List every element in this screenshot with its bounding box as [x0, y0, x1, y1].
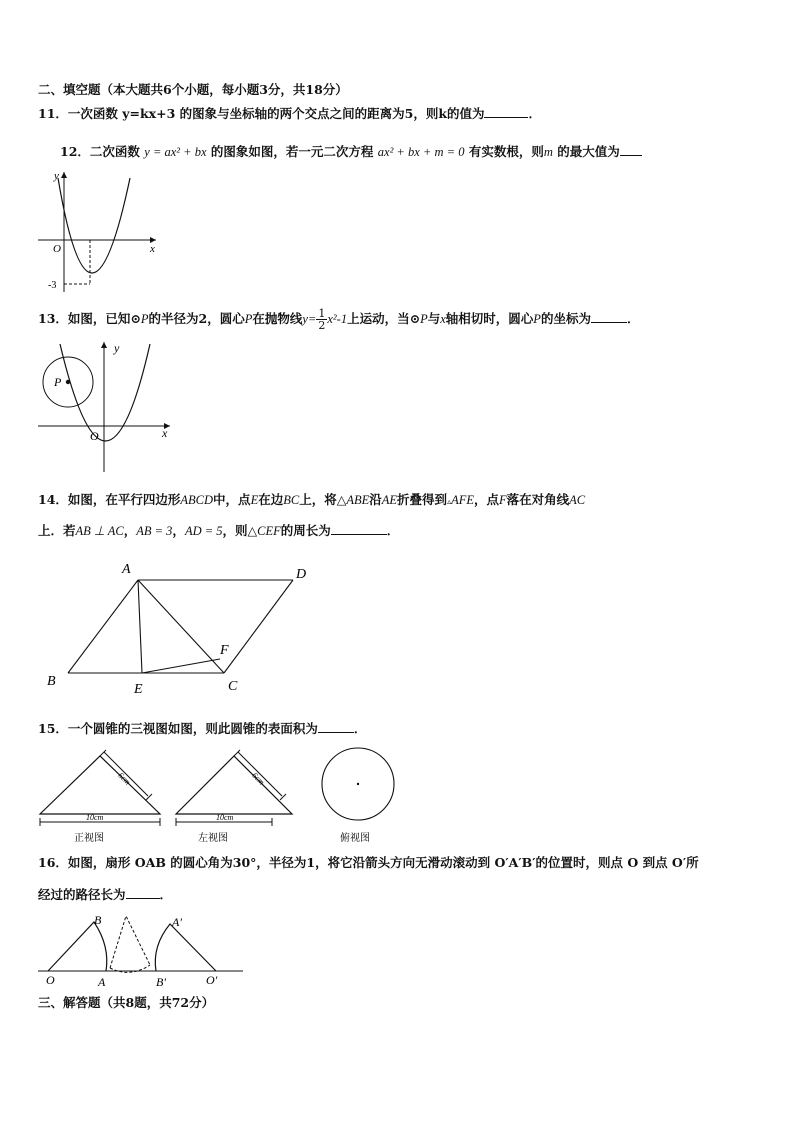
- figure-15-three-views: [38, 746, 398, 846]
- answer-blank-11: [484, 105, 528, 118]
- fig16-label-b-prime: B′: [156, 975, 166, 989]
- front-slant-dim: 6cm: [116, 770, 133, 787]
- question-11: 11．一次函数 y=kx+3 的图象与坐标轴的两个交点之间的距离为5，则k的值为 ．: [38, 106, 541, 121]
- figure-16-rolling-sector: [38, 910, 248, 990]
- answer-blank-12: [620, 143, 642, 156]
- fig16-label-o-prime: O′: [206, 973, 218, 987]
- question-12: 12．二次函数 y = ax² + bx 的图象如图，若一元二次方程 ax² + bx + m = 0 有实数根，则m 的最大值为: [60, 142, 642, 160]
- fig16-label-a: A: [98, 975, 106, 989]
- expr-quadratic: y = ax² + bx: [144, 145, 207, 159]
- figure-14-parallelogram: [38, 556, 328, 701]
- fig14-label-b: B: [47, 674, 56, 689]
- side-slant-dim: 6cm: [250, 770, 267, 787]
- fraction-one-half: $\frac{1}{2}$: [318, 307, 326, 332]
- fig14-label-e: E: [134, 682, 143, 697]
- fig16-label-o: O: [46, 973, 55, 987]
- front-view: [40, 750, 160, 844]
- figure-13-circle-parabola: [38, 338, 178, 478]
- question-14-line-1: 14．如图，在平行四边形ABCD中，点E在边BC上，将△ABE沿AE折叠得到▵AFE，点F落在对角线AC: [38, 492, 586, 507]
- question-16-line-1: 16．如图，扇形 OAB 的圆心角为30°，半径为1，将它沿箭头方向无滑动滚动到 O′A′B′的位置时，则点 O 到点 O′所: [38, 855, 699, 870]
- question-14-line-2: 上．若AB ⊥ AC，AB = 3，AD = 5，则△CEF的周长为 ．: [38, 523, 400, 538]
- question-16-line-2: 经过的路径长为 ．: [38, 887, 173, 902]
- fig12-x-label: x: [150, 243, 155, 255]
- section-heading-answers: 三、解答题（共8题，共72分）: [38, 995, 215, 1010]
- fig14-label-a: A: [122, 562, 131, 577]
- front-view-label: 正视图: [74, 833, 104, 844]
- top-view: [322, 748, 394, 844]
- figure-12-parabola: [38, 168, 163, 298]
- question-13: 13．如图，已知⊙P的半径为2，圆心P在抛物线y= $\frac{1}{2}$ x²-1上运动，当⊙P与x轴相切时，圆心P的坐标为 ．: [38, 307, 640, 332]
- fig14-label-f: F: [220, 643, 229, 658]
- question-11-text: 11．一次函数 y=kx+3 的图象与坐标轴的两个交点之间的距离为5，则k的值为: [38, 106, 485, 121]
- side-base-dim: 10cm: [216, 813, 234, 822]
- answer-blank-14: [331, 522, 387, 535]
- fig13-origin-label: O: [90, 429, 99, 443]
- side-view-label: 左视图: [198, 833, 228, 844]
- fig14-label-d: D: [296, 567, 307, 582]
- top-view-label: 俯视图: [340, 833, 370, 844]
- question-15: 15．一个圆锥的三视图如图，则此圆锥的表面积为 ．: [38, 721, 367, 736]
- fig13-p-label: P: [54, 375, 62, 389]
- answer-blank-16: [126, 886, 160, 899]
- expr-equation: ax² + bx + m = 0: [377, 145, 465, 159]
- fig12-minus3-label: -3: [48, 280, 57, 291]
- fig13-x-label: x: [162, 426, 168, 440]
- fig12-origin-label: O: [53, 243, 61, 255]
- fig16-label-b: B: [94, 913, 102, 927]
- fig12-y-label: y: [54, 170, 59, 182]
- fig13-y-label: y: [114, 341, 120, 355]
- fig16-label-a-prime: A′: [172, 915, 182, 929]
- fig14-label-c: C: [228, 679, 238, 694]
- answer-blank-13: [591, 310, 627, 323]
- front-base-dim: 10cm: [86, 813, 104, 822]
- section-heading-fill-in: 二、填空题（本大题共6个小题，每小题3分，共18分）: [38, 82, 348, 97]
- side-view: [176, 750, 292, 844]
- answer-blank-15: [318, 720, 354, 733]
